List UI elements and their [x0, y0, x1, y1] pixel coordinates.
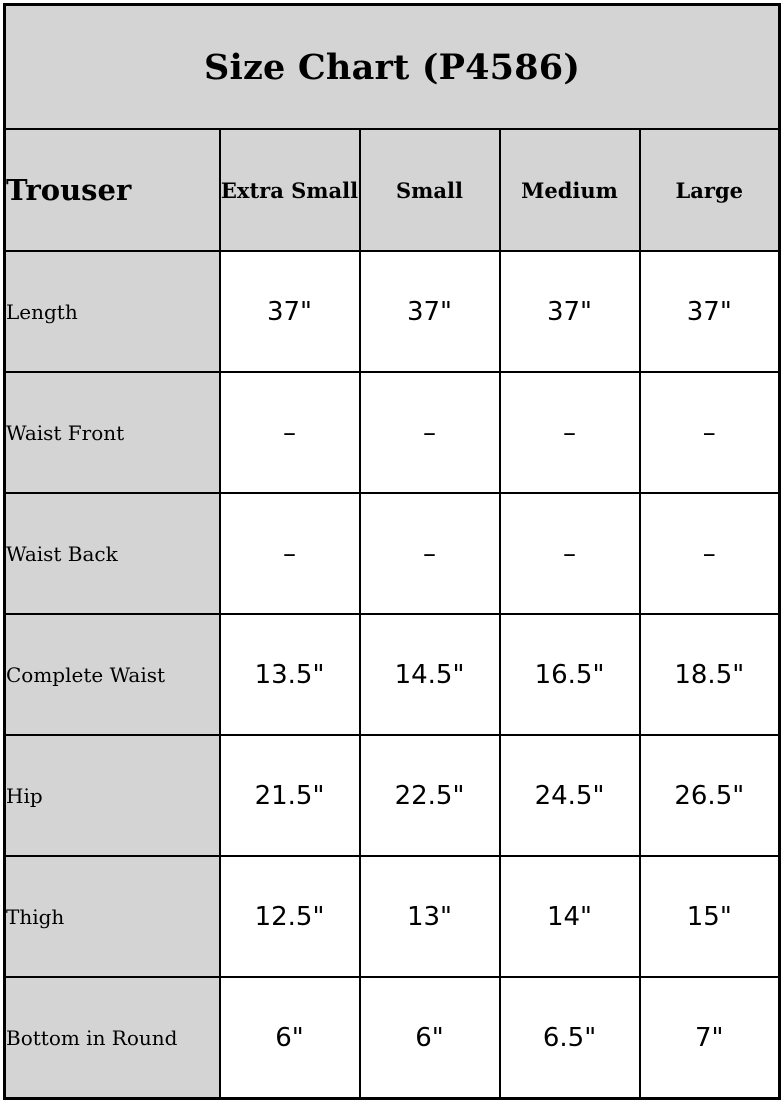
row-label-length: Length	[5, 251, 220, 372]
cell-complete-waist-small: 14.5"	[360, 614, 500, 735]
cell-waist-front-small: –	[360, 372, 500, 493]
table-row	[5, 614, 780, 735]
cell-length-extra-small: 37"	[220, 251, 360, 372]
cell-thigh-large: 15"	[640, 856, 780, 977]
cell-thigh-small: 13"	[360, 856, 500, 977]
cell-hip-medium: 24.5"	[500, 735, 640, 856]
column-header-medium: Medium	[500, 129, 640, 251]
column-header-extra-small: Extra Small	[220, 129, 360, 251]
cell-thigh-medium: 14"	[500, 856, 640, 977]
cell-bottom-in-round-small: 6"	[360, 977, 500, 1099]
table-row	[5, 977, 780, 1099]
row-label-bottom-in-round: Bottom in Round	[5, 977, 220, 1099]
cell-waist-back-extra-small: –	[220, 493, 360, 614]
table-row	[5, 372, 780, 493]
cell-waist-back-medium: –	[500, 493, 640, 614]
table-row	[5, 251, 780, 372]
cell-thigh-extra-small: 12.5"	[220, 856, 360, 977]
row-label-waist-back: Waist Back	[5, 493, 220, 614]
cell-length-medium: 37"	[500, 251, 640, 372]
cell-length-small: 37"	[360, 251, 500, 372]
cell-complete-waist-extra-small: 13.5"	[220, 614, 360, 735]
cell-waist-front-large: –	[640, 372, 780, 493]
column-header-category: Trouser	[5, 129, 220, 251]
chart-title-cell	[5, 5, 780, 130]
cell-complete-waist-large: 18.5"	[640, 614, 780, 735]
row-label-thigh: Thigh	[5, 856, 220, 977]
cell-hip-small: 22.5"	[360, 735, 500, 856]
table-row	[5, 493, 780, 614]
row-label-hip: Hip	[5, 735, 220, 856]
row-label-complete-waist: Complete Waist	[5, 614, 220, 735]
page-title: Size Chart (P4586)	[203, 46, 581, 88]
cell-waist-back-small: –	[360, 493, 500, 614]
cell-hip-extra-small: 21.5"	[220, 735, 360, 856]
cell-hip-large: 26.5"	[640, 735, 780, 856]
cell-bottom-in-round-extra-small: 6"	[220, 977, 360, 1099]
table-row	[5, 856, 780, 977]
column-header-large: Large	[640, 129, 780, 251]
size-chart-table	[3, 3, 781, 1100]
cell-waist-front-medium: –	[500, 372, 640, 493]
table-header-row	[5, 129, 780, 251]
cell-bottom-in-round-medium: 6.5"	[500, 977, 640, 1099]
row-label-waist-front: Waist Front	[5, 372, 220, 493]
table-row	[5, 735, 780, 856]
cell-complete-waist-medium: 16.5"	[500, 614, 640, 735]
cell-waist-front-extra-small: –	[220, 372, 360, 493]
column-header-small: Small	[360, 129, 500, 251]
title-row	[5, 5, 780, 130]
cell-bottom-in-round-large: 7"	[640, 977, 780, 1099]
cell-length-large: 37"	[640, 251, 780, 372]
cell-waist-back-large: –	[640, 493, 780, 614]
